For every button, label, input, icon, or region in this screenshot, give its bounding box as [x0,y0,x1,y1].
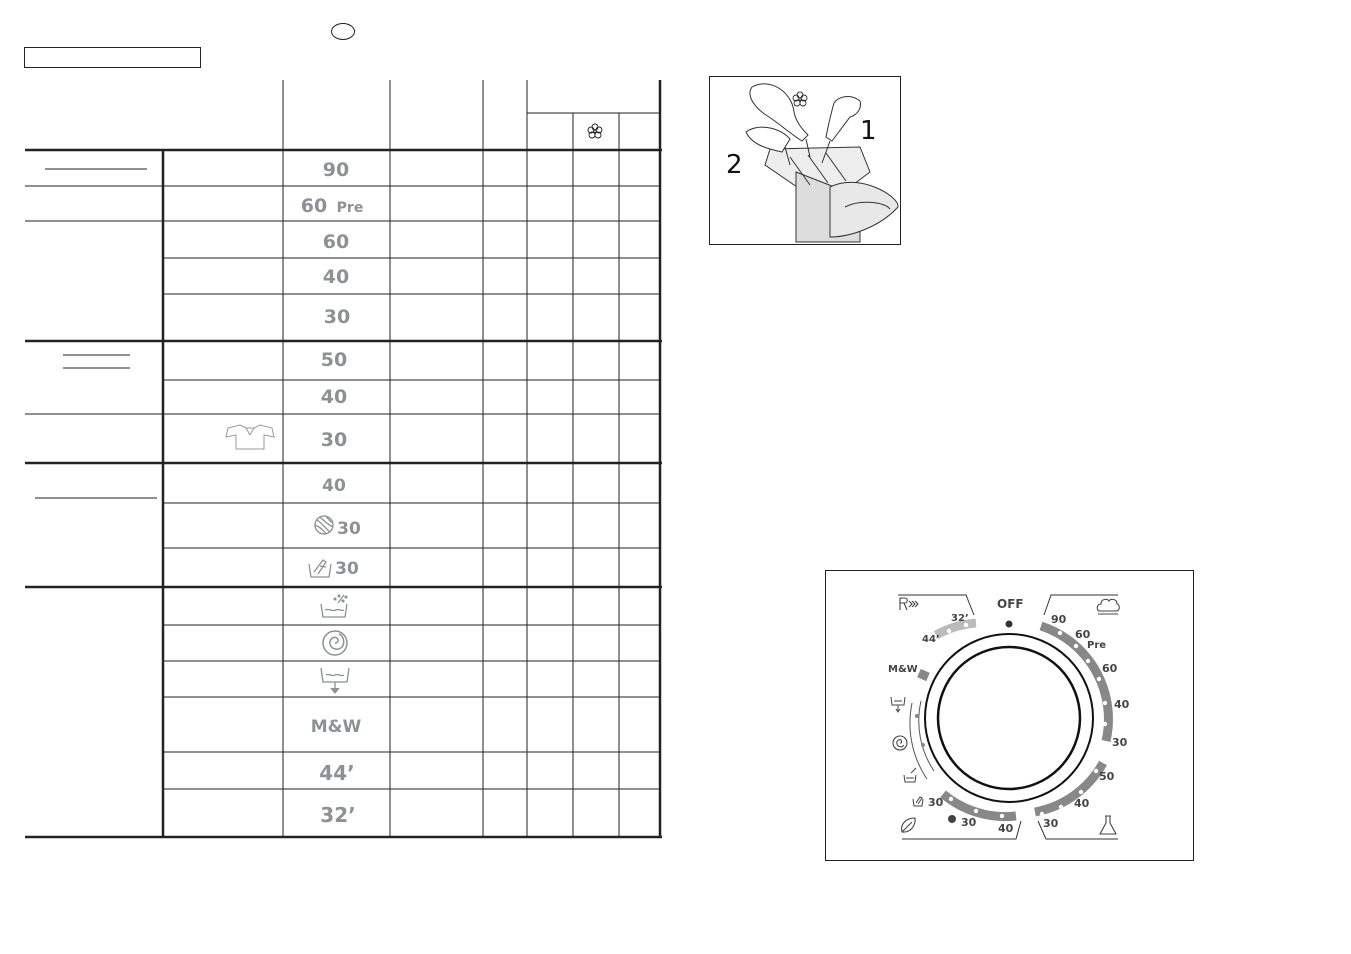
dial-label-pre: Pre [1087,640,1107,651]
temp-60: 60 [322,231,350,253]
dial-label-44: 44’ [922,634,940,645]
dial-off-label: OFF [997,597,1024,611]
handwash-icon [309,560,331,577]
temp-30-easy: 30 [320,429,348,451]
temp-30-handwash: 30 [335,559,359,579]
program-table [0,0,680,860]
dial-label-40-eco: 40 [998,822,1014,835]
synthetic-icon [1100,816,1116,834]
rinse-icon [321,595,347,617]
temp-90: 90 [322,159,350,181]
dial-label-60: 60 [1075,628,1091,641]
flower-icon [588,124,602,138]
dial-label-30-hand: 30 [928,796,944,809]
eco-icon [902,818,915,832]
dial-label-30-wool: 30 [961,816,977,829]
svg-text:Pre: Pre [336,200,364,216]
mw-label: M&W [310,717,362,737]
dial-label-60b: 60 [1102,662,1118,675]
temp-30-wool: 30 [337,519,361,539]
dial-label-40b: 40 [1074,797,1090,810]
drain-icon [321,668,349,693]
dial-label-40: 40 [1114,698,1130,711]
temp-30: 30 [323,306,351,328]
drain-icon [891,697,905,712]
rinse-icon [904,768,916,782]
wool-icon [948,815,956,823]
program-dial-figure [825,570,1194,861]
rapid-icon [900,598,918,610]
temp-50: 50 [320,349,348,371]
shirt-icon [226,425,274,449]
dial-label-mw: M&W [888,664,918,675]
temp-60-pre [301,195,364,217]
cotton-icon [1097,599,1119,614]
dial-label-30b: 30 [1043,817,1059,830]
time-32: 32’ [320,803,356,827]
wool-icon [315,516,333,534]
temp-40-delicate: 40 [322,476,346,496]
handwash-icon [913,797,923,806]
temp-40: 40 [322,266,350,288]
dial-label-90: 90 [1051,613,1067,626]
time-44: 44’ [319,761,355,785]
dial-label-50: 50 [1099,770,1115,783]
dial-label-32: 32’ [951,613,969,624]
spin-icon [893,736,907,750]
flower-icon [793,92,807,106]
svg-text:60: 60 [300,195,328,217]
compartment-label-2: 2 [726,150,743,180]
dial-label-30: 30 [1112,736,1128,749]
detergent-dispenser-figure [709,76,901,245]
compartment-label-1: 1 [860,116,877,146]
program-knob[interactable] [925,634,1093,802]
spin-icon [323,631,347,655]
temp-40-synthetic: 40 [320,386,348,408]
